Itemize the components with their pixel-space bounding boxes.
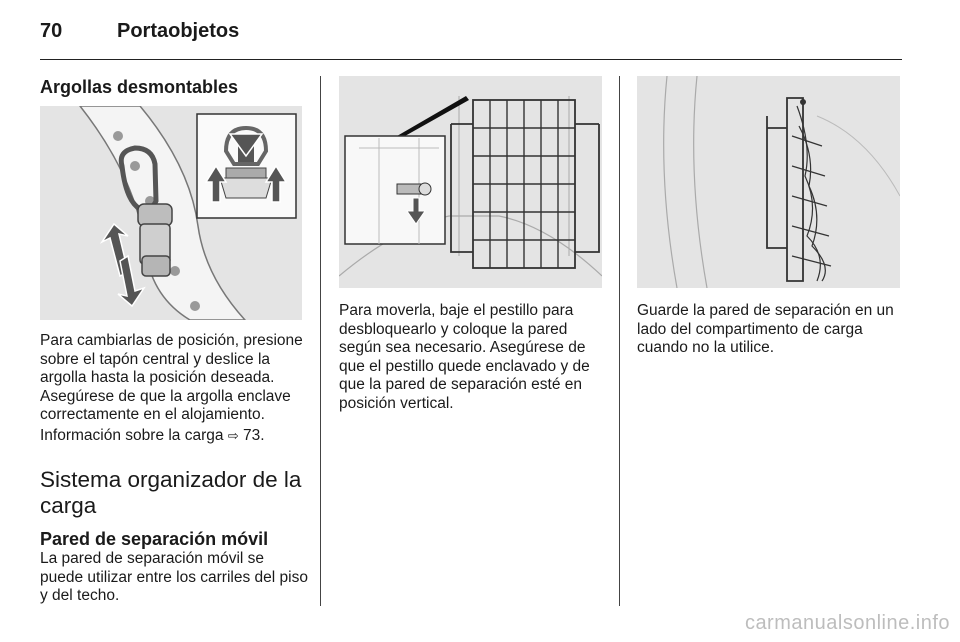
column-divider-1 (320, 76, 321, 606)
figure-partition-latch (339, 76, 602, 288)
ref-arrow-icon: ⇨ (227, 428, 239, 443)
header-rule (40, 59, 902, 60)
load-info-page-ref[interactable]: 73. (243, 427, 265, 444)
page-title: Portaobjetos (117, 20, 240, 42)
figure-tie-down-ring (40, 106, 302, 320)
column-divider-2 (619, 76, 620, 606)
watermark: carmanualsonline.info (744, 612, 950, 634)
paragraph-stow-partition: Guarde la pared de separación en un lado del compartimento de carga cuando no la utilice. (637, 302, 894, 357)
figure-partition-stowed (637, 76, 900, 288)
load-info-text: Información sobre la carga (40, 427, 228, 444)
paragraph-load-info (40, 427, 310, 446)
section-heading-argollas: Argollas desmontables (40, 77, 239, 97)
subheading-movable-partition: Pared de separación móvil (40, 529, 269, 549)
page-number: 70 (40, 20, 63, 42)
paragraph-ring-instructions: Para cambiarlas de posición, presione sobre el tapón central y deslice la argolla hasta la posición deseada. Asegúrese de que la argolla enclave correctamente en el alojamiento. (40, 332, 303, 424)
paragraph-move-partition: Para moverla, baje el pestillo para desbloquearlo y coloque la pared según sea necesario. Asegúrese de que el pestillo quede enclavado y de que la pared de separación esté en posición vertical. (339, 302, 590, 412)
paragraph-partition-intro: La pared de separación móvil se puede utilizar entre los carriles del piso y del techo. (40, 550, 308, 605)
heading-cargo-organizer: Sistema organizador de la carga (40, 467, 302, 518)
